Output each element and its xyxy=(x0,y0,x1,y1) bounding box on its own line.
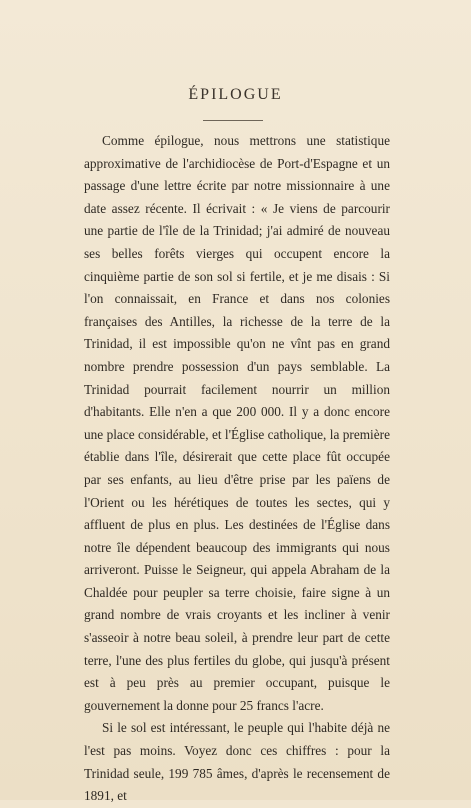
paragraph-2: Si le sol est intéressant, le peuple qui l'habite déjà ne l'est pas moins. Voyez donc ces chiffres : pour la Trinidad seule, 199 785 âmes, d'après le recensement de 1891, et xyxy=(84,720,390,804)
chapter-title: ÉPILOGUE xyxy=(188,86,283,103)
title-rule xyxy=(203,120,263,121)
body-text xyxy=(84,130,390,808)
paragraph-1: Comme épilogue, nous mettrons une statistique approximative de l'archidiocèse de Port-d'Espagne et un passage d'une lettre écrite par notre missionnaire à une date assez récente. Il écrivait : « Je viens de parcourir une partie de l'île de la Trinidad; j'ai admiré de nouveau ses belles forêts vierges qui occupent encore la cinquième partie de son sol si fertile, et je me disais : Si l'on connaissait, en France et dans nos colonies françaises des Antilles, la richesse de la terre de la Trinidad, il est impossible qu'on ne vînt pas en grand nombre prendre possession d'un pays semblable. La Trinidad pourrait facilement nourrir un million d'habitants. Elle n'en a que 200 000. Il y a donc encore une place considérable, et l'Église catholique, la première établie dans l'île, désirerait que cette place fût occupée par ses enfants, au lieu d'être prise par les païens de l'Orient ou les hérétiques de toutes les sectes, qui y affluent de plus en plus. Les destinées de l'Église dans notre île dépendent beaucoup des immigrants qui nous arriveront. Puisse le Seigneur, qui appela Abraham de la Chaldée pour peupler sa terre choisie, faire signe à un grand nombre de vrais croyants et les incliner à venir s'asseoir à notre beau soleil, à prendre leur part de cette terre, l'une des plus fertiles du globe, qui jusqu'à présent est à peu près au premier occupant, puisque le gouvernement la donne pour 25 francs l'acre. xyxy=(84,133,390,713)
